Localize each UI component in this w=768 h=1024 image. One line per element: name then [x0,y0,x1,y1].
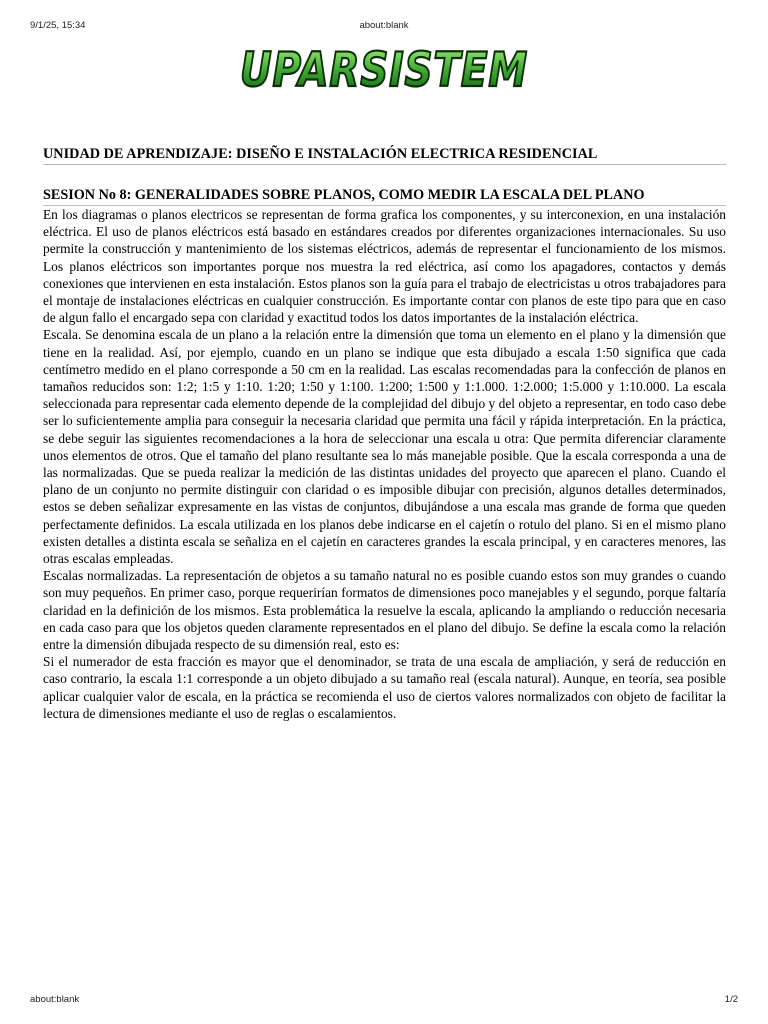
page-number: 1/2 [724,994,738,1005]
logo [0,44,768,96]
paragraph-ampliacion: Si el numerador de esta fracción es mayor que el denominador, se trata de una escala de ampliación, y será de reducción en caso contrario, la escala 1:1 corresponde a un objeto dibujado a su tamaño real (escala natural). Aunque, en teoría, sea posible aplicar cualquier valor de escala, en la práctica se recomienda el uso de ciertos valores normalizados con objeto de facilitar la lectura de dimensiones mediante el uso de reglas o escalamientos. [43,654,726,721]
print-page-title: about:blank [359,20,409,31]
unit-title: UNIDAD DE APRENDIZAJE: DISEÑO E INSTALACIÓN ELECTRICA RESIDENCIAL [43,146,598,162]
logo-wordmark [234,44,534,96]
divider [43,164,726,165]
print-header [0,20,768,34]
document-content [43,144,726,722]
paragraph-escala: Escala. Se denomina escala de un plano a la relación entre la dimensión que toma un elemento en el plano y la dimensión que tiene en la realidad. Así, por ejemplo, cuando en un plano se indique que esta dibujado a escala 1:50 significa que cada centímetro medido en el plano corresponde a 50 cm en la realidad. Las escalas recomendadas para la confección de planos en tamaños reducidos son: 1:2; 1:5 y 1:10. 1:20; 1:50 y 1:100. 1:200; 1:500 y 1:1.000. 1:2.000; 1:5.000 y 1:10.000. La escala seleccionada para representar cada elemento depende de la complejidad del dibujo y del objeto a representar, en todo caso debe ser lo suficientemente amplia para conseguir la necesaria claridad que permita una fácil y rápida interpretación. En la práctica, se debe seguir las siguientes recomendaciones a la hora de seleccionar una escala u otra: Que permita diferenciar claramente unos elementos de otros. Que el tamaño del plano resultante sea lo más manejable posible. Que la escala corresponda a una de las normalizadas. Que se pueda realizar la medición de las distintas unidades del proyecto que aparecen el plano. Cuando el plano de un conjunto no permite distinguir con claridad o es imposible dibujar con precisión, algunos detalles determinados, estos se deben señalizar expresamente en las vistas de conjuntos, dibujándose a una escala mas grande de forma que queden perfectamente definidos. La escala utilizada en los planos debe indicarse en el cajetín o rotulo del plano. Si en el mismo plano existen detalles a distinta escala se señaliza en el cajetín en caracteres grandes la escala principal, y en caracteres menores, las otras escalas empleadas. [43,327,726,567]
session-title: SESION No 8: GENERALIDADES SOBRE PLANOS, COMO MEDIR LA ESCALA DEL PLANO [43,187,645,203]
print-datetime: 9/1/25, 15:34 [30,20,86,31]
print-url: about:blank [30,994,80,1005]
print-footer [0,994,768,1008]
logo-text: UPARSISTEM [240,43,528,98]
paragraph-intro: En los diagramas o planos electricos se representan de forma grafica los componentes, y su interconexion, en una instalación eléctrica. El uso de planos eléctricos está basado en estándares creados por diferentes organizaciones internacionales. Su uso permite la construcción y mantenimiento de los sistemas eléctricos, además de representar el funcionamiento de los mismos. Los planos eléctricos son importantes porque nos muestra la red eléctrica, así como los apagadores, contactos y demás conexiones que intervienen en esta instalación. Estos planos son la guía para el trabajo de electricistas u otros trabajadores para el montaje de instalaciones eléctricas en cualquier construcción. Es importante contar con planos de este tipo para que en caso de algun fallo el encargado sepa con claridad y exactitud todos los datos importantes de la instalación eléctrica. [43,207,726,326]
paragraph-escalas-normalizadas: Escalas normalizadas. La representación de objetos a su tamaño natural no es posible cuando estos son muy grandes o cuando son muy pequeños. En primer caso, porque requerirían formatos de dimensiones poco manejables y el segundo, porque faltaría claridad en la definición de los mismos. Esta problemática la resuelve la escala, aplicando la ampliando o reducción necesaria en cada caso para que los objetos queden claramente representados en el plano del dibujo. Se define la escala como la relación entre la dimensión dibujada respecto de su dimensión real, esto es: [43,568,726,653]
